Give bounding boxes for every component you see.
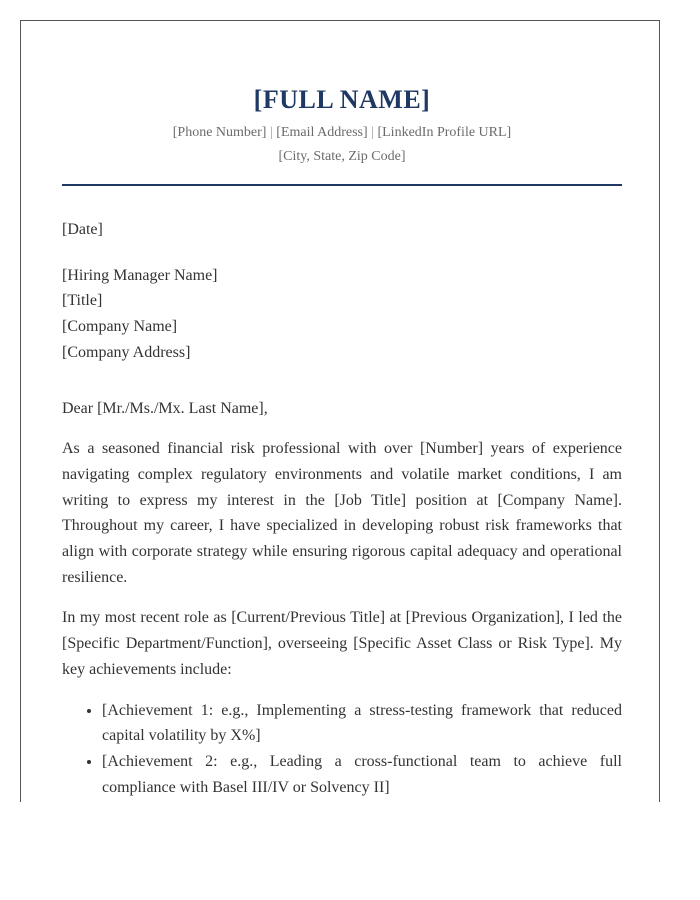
contact-info xyxy=(62,121,622,169)
letter-body xyxy=(62,217,622,800)
email-address: [Email Address] xyxy=(276,125,368,140)
contact-line-1 xyxy=(62,121,622,145)
phone-number: [Phone Number] xyxy=(172,125,267,140)
achievement-item: • [Achievement 1: e.g., Implementing a stress-testing framework that reduced capital volatility by X%] xyxy=(102,698,622,749)
recipient-address-block xyxy=(62,263,622,366)
company-address: [Company Address] xyxy=(62,343,191,361)
achievement-item: • [Achievement 2: e.g., Leading a cross-functional team to achieve full compliance with Basel III/IV or Solvency II] xyxy=(102,749,622,800)
letter-date: [Date] xyxy=(62,221,103,238)
hiring-manager-name: [Hiring Manager Name] xyxy=(62,266,218,284)
recipient-title: [Title] xyxy=(62,292,103,310)
letter-page xyxy=(20,20,660,802)
achievements-list xyxy=(62,698,622,801)
full-name-heading: [FULL NAME] xyxy=(253,85,431,114)
body-paragraph: In my most recent role as [Current/Previous Title] at [Previous Organization], I led the [Specific Department/Function], overseeing [Specific Asset Class or Risk Type]. My key achievements include: xyxy=(62,609,622,678)
company-name: [Company Name] xyxy=(62,318,178,336)
location: [City, State, Zip Code] xyxy=(278,149,406,164)
salutation: Dear [Mr./Ms./Mx. Last Name], xyxy=(62,399,268,417)
separator: | xyxy=(269,125,273,140)
body-paragraph: As a seasoned financial risk professional with over [Number] years of experience navigating complex regulatory environments and volatile market conditions, I am writing to express my interest in the [Job Title] position at [Company Name]. Throughout my career, I have specialized in developing robust risk frameworks that align with corporate strategy while ensuring rigorous capital adequacy and operational resilience. xyxy=(62,440,622,586)
separator: | xyxy=(371,125,374,140)
header-divider xyxy=(62,184,622,186)
linkedin-url: [LinkedIn Profile URL] xyxy=(377,125,512,140)
